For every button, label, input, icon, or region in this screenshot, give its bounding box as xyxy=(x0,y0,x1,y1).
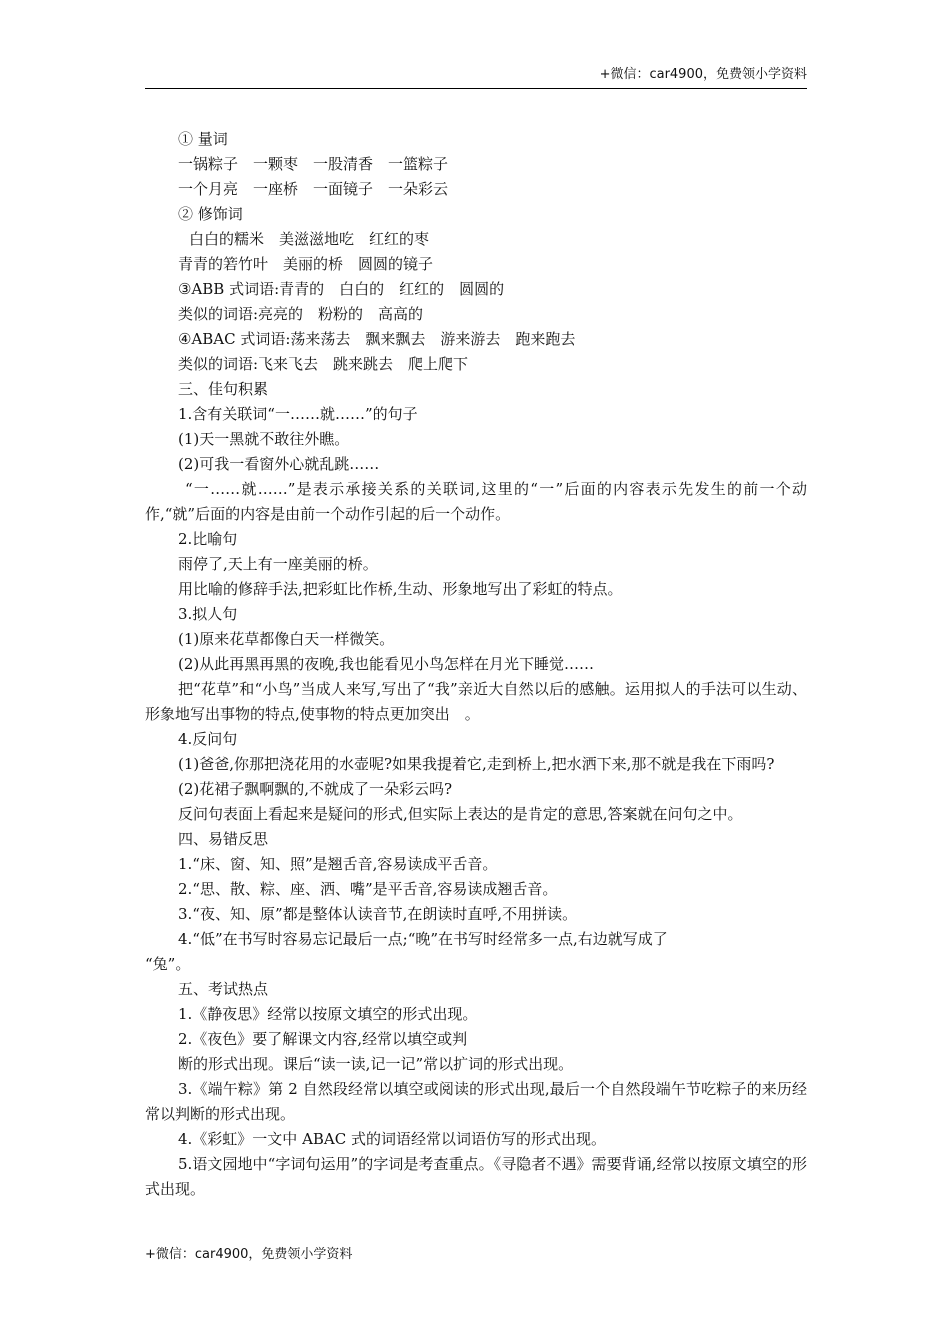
text-line: (2)从此再黑再黑的夜晚,我也能看见小鸟怎样在月光下睡觉…… xyxy=(178,655,595,673)
section-heading-exam-hotspots: 五、考试热点 xyxy=(178,980,269,998)
section-heading-modifiers: ② 修饰词 xyxy=(178,205,243,223)
text-line: 1.《静夜思》经常以按原文填空的形式出现。 xyxy=(178,1005,478,1023)
text-line: (2)可我一看窗外心就乱跳…… xyxy=(178,455,380,473)
paragraph: “一……就……”是表示承接关系的关联词,这里的“一”后面的内容表示先发生的前一个动作,“就”后面的内容是由前一个动作引起的后一个动作。 xyxy=(145,480,807,523)
text-line: 一锅粽子 一颗枣 一股清香 一篮粽子 xyxy=(178,155,449,173)
text-line: 雨停了,天上有一座美丽的桥。 xyxy=(178,555,378,573)
page-header xyxy=(145,66,807,89)
section-heading-mistakes: 四、易错反思 xyxy=(178,830,269,848)
text-line: 断的形式出现。课后“读一读,记一记”常以扩词的形式出现。 xyxy=(178,1055,574,1073)
paragraph: 5.语文园地中“字词句运用”的字词是考查重点。《寻隐者不遇》需要背诵,经常以按原文填空的形式出现。 xyxy=(145,1155,807,1198)
text-line: (2)花裙子飘啊飘的,不就成了一朵彩云吗? xyxy=(178,780,453,798)
page-footer xyxy=(145,1246,352,1264)
text-line: 用比喻的修辞手法,把彩虹比作桥,生动、形象地写出了彩虹的特点。 xyxy=(178,580,623,598)
footer-text: +微信：car4900，免费领小学资料 xyxy=(145,1247,353,1262)
text-line: 4.“低”在书写时容易忘记最后一点;“晚”在书写时经常多一点,右边就写成了 xyxy=(178,930,668,948)
text-line: 类似的词语:亮亮的 粉粉的 高高的 xyxy=(178,305,424,323)
document-body xyxy=(145,127,807,1202)
text-line: 2.比喻句 xyxy=(178,530,238,548)
text-line: ③ABB 式词语:青青的 白白的 红红的 圆圆的 xyxy=(178,280,505,298)
text-line: 一个月亮 一座桥 一面镜子 一朵彩云 xyxy=(178,180,449,198)
header-text: +微信：car4900，免费领小学资料 xyxy=(599,67,807,82)
text-line: ④ABAC 式词语:荡来荡去 飘来飘去 游来游去 跑来跑去 xyxy=(178,330,576,348)
paragraph: (1)爸爸,你那把浇花用的水壶呢?如果我提着它,走到桥上,把水洒下来,那不就是我在下雨吗? xyxy=(178,755,775,773)
text-line: 2.“思、散、粽、座、洒、嘴”是平舌音,容易读成翘舌音。 xyxy=(178,880,558,898)
text-line: “兔”。 xyxy=(145,955,191,973)
text-line: 1.含有关联词“一……就……”的句子 xyxy=(178,405,418,423)
text-line: (1)原来花草都像白天一样微笑。 xyxy=(178,630,395,648)
text-line: 反问句表面上看起来是疑问的形式,但实际上表达的是肯定的意思,答案就在问句之中。 xyxy=(178,805,743,823)
text-line: 4.《彩虹》一文中 ABAC 式的词语经常以词语仿写的形式出现。 xyxy=(178,1130,607,1148)
text-line: 青青的箬竹叶 美丽的桥 圆圆的镜子 xyxy=(178,255,434,273)
section-heading-measure-words: ① 量词 xyxy=(178,130,228,148)
section-heading-sentences: 三、佳句积累 xyxy=(178,380,269,398)
text-line: 白白的糯米 美滋滋地吃 红红的枣 xyxy=(189,230,430,248)
text-line: 类似的词语:飞来飞去 跳来跳去 爬上爬下 xyxy=(178,355,469,373)
text-line: (1)天一黑就不敢往外瞧。 xyxy=(178,430,350,448)
text-line: 3.拟人句 xyxy=(178,605,238,623)
paragraph: 3.《端午粽》第 2 自然段经常以填空或阅读的形式出现,最后一个自然段端午节吃粽子的来历经常以判断的形式出现。 xyxy=(145,1080,807,1123)
text-line: 3.“夜、知、原”都是整体认读音节,在朗读时直呼,不用拼读。 xyxy=(178,905,578,923)
paragraph: 把“花草”和“小鸟”当成人来写,写出了“我”亲近大自然以后的感触。运用拟人的手法可以生动、形象地写出事物的特点,使事物的特点更加突出 。 xyxy=(145,680,807,723)
text-line: 2.《夜色》要了解课文内容,经常以填空或判 xyxy=(178,1030,468,1048)
text-line: 1.“床、窗、知、照”是翘舌音,容易读成平舌音。 xyxy=(178,855,498,873)
text-line: 4.反问句 xyxy=(178,730,238,748)
